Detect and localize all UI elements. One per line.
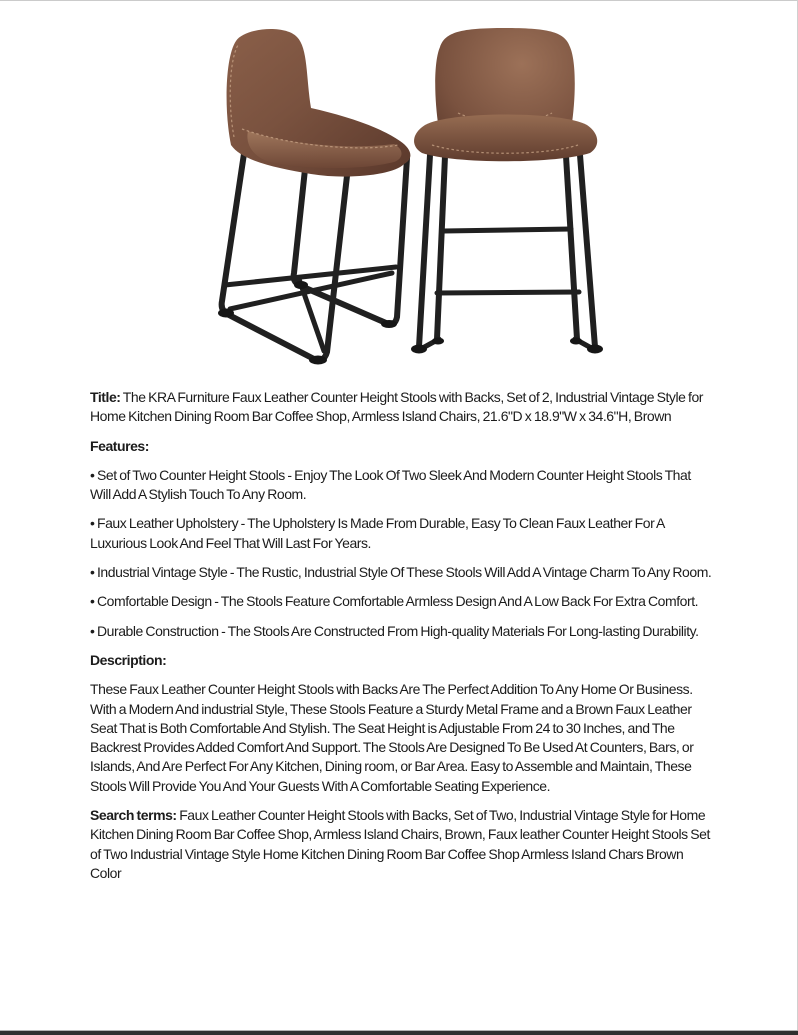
- search-terms-text: Faux Leather Counter Height Stools with Backs, Set of Two, Industrial Vintage Style for Home Kitchen Dining Room Bar Coffee Shop, Armless Island Chairs, Brown, Faux leather Counter Height Stools Set of Two Industrial Vintage Style Home Kitchen Dining Room Bar Coffee Shop Armless Island Chars Brown Color: [90, 807, 710, 881]
- feature-bullet: • Durable Construction - The Stools Are Constructed From High-quality Materials For Long-lasting Durability.: [90, 622, 699, 639]
- stool-left-foot: [218, 309, 234, 318]
- stool-left-seat-shell: [227, 29, 411, 177]
- title-label: Title:: [90, 389, 121, 405]
- features-heading: Features:: [90, 437, 149, 454]
- product-description: These Faux Leather Counter Height Stools with Backs Are The Perfect Addition To Any Home Or Business. With a Modern And industrial Style, These Stools Feature a Sturdy Metal Frame and a Brown Faux Leather Seat That is Both Comfortable And Stylish. The Seat Height is Adjustable From 24 to 30 Inches, and The Backrest Provides Added Comfort And Support. The Stools Are Designed To Be Used At Counters, Bars, or Islands, And Are Perfect For Any Kitchen, Dining room, or Bar Area. Easy to Assemble and Maintain, These Stools Will Provide You And Your Guests With A Comfortable Seating Experience.: [90, 681, 694, 794]
- stools-illustration: [198, 15, 628, 367]
- stool-left-illustration: [218, 29, 410, 364]
- stool-left-legs: [218, 141, 407, 365]
- stool-right-foot: [432, 338, 444, 345]
- product-title: [90, 388, 714, 427]
- description-heading: Description:: [90, 651, 167, 668]
- product-image: [198, 15, 628, 367]
- page-bottom-strip: [0, 1031, 798, 1035]
- stool-right-legs: [411, 155, 603, 354]
- stool-left-foot: [294, 281, 308, 289]
- stool-right-illustration: [411, 28, 603, 354]
- title-text: The KRA Furniture Faux Leather Counter Height Stools with Backs, Set of 2, Industrial Vintage Style for Home Kitchen Dining Room Bar Coffee Shop, Armless Island Chairs, 21.6"D x 18.9"W x 34.6"H, Brown: [90, 389, 704, 425]
- stool-right-foot: [570, 338, 582, 345]
- feature-bullet: • Industrial Vintage Style - The Rustic, Industrial Style Of These Stools Will Add A Vintage Charm To Any Room.: [90, 564, 712, 581]
- stool-right-foot: [411, 345, 427, 354]
- document-body: [90, 388, 714, 893]
- page-top-edge: [0, 0, 798, 1]
- stool-right-foot: [587, 345, 603, 354]
- feature-bullet: • Set of Two Counter Height Stools - Enjoy The Look Of Two Sleek And Modern Counter Height Stools That Will Add A Stylish Touch To Any Room.: [90, 466, 691, 503]
- stool-right-seat-shell: [414, 28, 597, 161]
- search-terms-label: Search terms:: [90, 807, 177, 824]
- search-terms: [90, 806, 714, 883]
- stool-left-foot: [309, 356, 327, 365]
- stool-left-foot: [381, 320, 397, 328]
- feature-bullet: • Comfortable Design - The Stools Feature Comfortable Armless Design And A Low Back For Extra Comfort.: [90, 593, 699, 610]
- feature-bullet: • Faux Leather Upholstery - The Upholstery Is Made From Durable, Easy To Clean Faux Leather For A Luxurious Look And Feel That Will Last For Years.: [90, 515, 665, 551]
